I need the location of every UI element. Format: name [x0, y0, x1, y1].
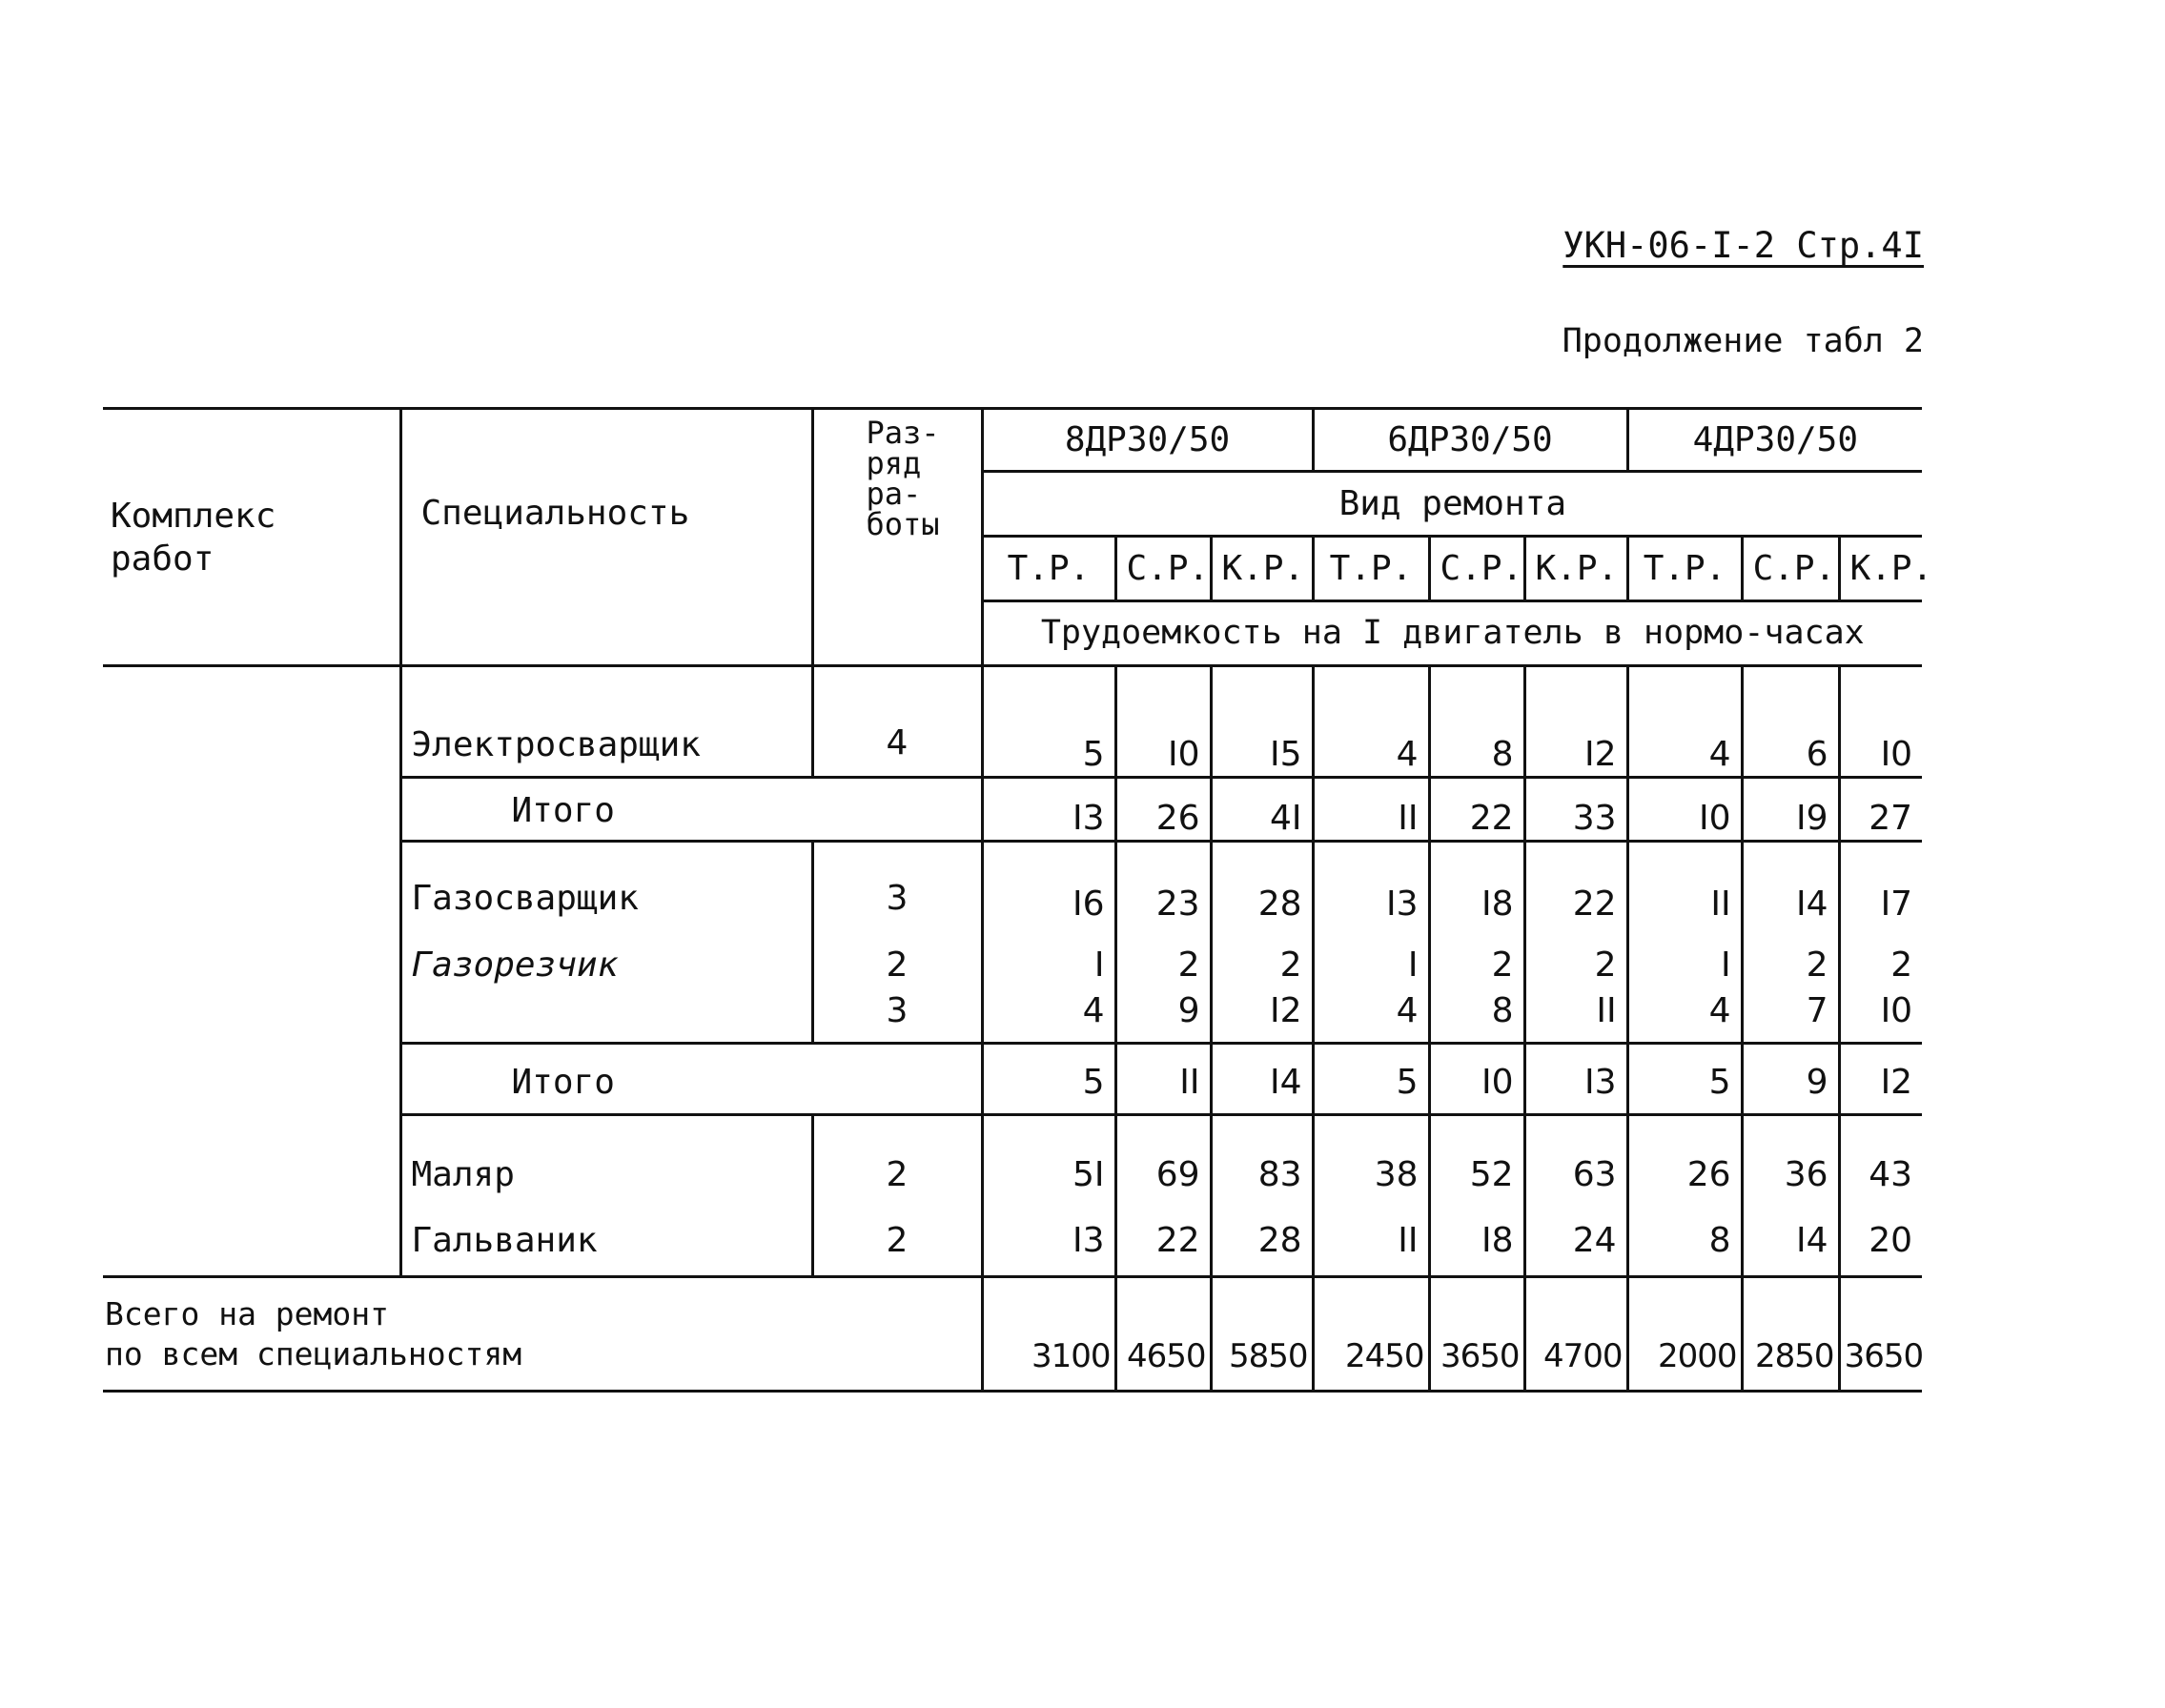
value-cell: 3100	[982, 1277, 1115, 1392]
value-cell: I0	[1627, 778, 1742, 842]
value-cell: 4	[1313, 986, 1429, 1044]
value-cell: 2000	[1627, 1277, 1742, 1392]
value-cell: I0	[1839, 666, 1922, 778]
specialty-cell: Газорезчик	[400, 925, 812, 986]
value-cell: I4	[1211, 1044, 1313, 1115]
value-cell: I4	[1742, 1208, 1839, 1277]
value-cell: 22	[1524, 842, 1627, 925]
value-cell: I3	[982, 1208, 1115, 1277]
specialty-header: Специальность	[400, 409, 812, 666]
engine-header-6dr: 6ДР30/50	[1313, 409, 1627, 472]
specialty-cell: Электросварщик	[400, 666, 812, 778]
specialty-cell: Газосварщик	[400, 842, 812, 925]
value-cell: 4	[1313, 666, 1429, 778]
value-cell: II	[1115, 1044, 1211, 1115]
complex-header: Комплекс работ	[103, 409, 400, 666]
grand-total-label: Всего на ремонт по всем специальностям	[103, 1277, 982, 1392]
value-cell: 23	[1115, 842, 1211, 925]
value-cell: I8	[1429, 1208, 1524, 1277]
repair-kind-header: С.Р.	[1115, 537, 1211, 601]
specialty-cell: Маляр	[400, 1115, 812, 1208]
value-cell: 5850	[1211, 1277, 1313, 1392]
value-cell: I2	[1839, 1044, 1922, 1115]
labor-table	[103, 407, 1933, 1393]
table-continuation-label: Продолжение табл 2	[1562, 322, 1924, 360]
complex-cell	[103, 666, 400, 1277]
value-cell: I7	[1839, 842, 1922, 925]
value-cell: 43	[1839, 1115, 1922, 1208]
value-cell: I0	[1429, 1044, 1524, 1115]
value-cell: I	[1313, 925, 1429, 986]
repair-kind-header: К.Р.	[1524, 537, 1627, 601]
value-cell: II	[1313, 1208, 1429, 1277]
rank-header: Раз- ряд ра- боты	[812, 409, 982, 666]
value-cell: 20	[1839, 1208, 1922, 1277]
repair-kind-header: Т.Р.	[1627, 537, 1742, 601]
specialty-cell: Гальваник	[400, 1208, 812, 1277]
repair-kind-header: Т.Р.	[982, 537, 1115, 601]
value-cell: 26	[1115, 778, 1211, 842]
value-cell: 69	[1115, 1115, 1211, 1208]
value-cell: I4	[1742, 842, 1839, 925]
value-cell: 4	[1627, 986, 1742, 1044]
rank-cell: 4	[812, 666, 982, 778]
value-cell: I0	[1115, 666, 1211, 778]
value-cell: 63	[1524, 1115, 1627, 1208]
value-cell: 9	[1742, 1044, 1839, 1115]
repair-type-header: Вид ремонта	[982, 472, 1922, 537]
rank-cell: 2	[812, 1208, 982, 1277]
subtotal-label: Итого	[400, 1044, 982, 1115]
value-cell: I	[1627, 925, 1742, 986]
value-cell: I8	[1429, 842, 1524, 925]
value-cell: 7	[1742, 986, 1839, 1044]
value-cell: 2	[1211, 925, 1313, 986]
value-cell: 2850	[1742, 1277, 1839, 1392]
value-cell: 3650	[1839, 1277, 1922, 1392]
value-cell: II	[1524, 986, 1627, 1044]
value-cell: 2	[1115, 925, 1211, 986]
repair-kind-header: С.Р.	[1429, 537, 1524, 601]
labor-unit-header: Трудоемкость на I двигатель в нормо-часах	[982, 601, 1922, 666]
value-cell: 4	[1627, 666, 1742, 778]
value-cell: I6	[982, 842, 1115, 925]
engine-header-4dr: 4ДР30/50	[1627, 409, 1922, 472]
rank-cell: 3	[812, 986, 982, 1044]
value-cell: 22	[1429, 778, 1524, 842]
table-row	[103, 666, 1922, 778]
value-cell: 9	[1115, 986, 1211, 1044]
value-cell: 8	[1627, 1208, 1742, 1277]
value-cell: 52	[1429, 1115, 1524, 1208]
value-cell: 5	[1627, 1044, 1742, 1115]
value-cell: 2	[1742, 925, 1839, 986]
value-cell: 2	[1524, 925, 1627, 986]
value-cell: I3	[1524, 1044, 1627, 1115]
rank-cell: 2	[812, 1115, 982, 1208]
value-cell: 27	[1839, 778, 1922, 842]
engine-header-8dr: 8ДР30/50	[982, 409, 1313, 472]
value-cell: 4700	[1524, 1277, 1627, 1392]
value-cell: 33	[1524, 778, 1627, 842]
value-cell: 3650	[1429, 1277, 1524, 1392]
value-cell: 2450	[1313, 1277, 1429, 1392]
repair-kind-header: К.Р.	[1839, 537, 1922, 601]
rank-cell: 2	[812, 925, 982, 986]
value-cell: 5	[1313, 1044, 1429, 1115]
grand-total-row	[103, 1277, 1922, 1392]
value-cell: I2	[1524, 666, 1627, 778]
value-cell: 6	[1742, 666, 1839, 778]
value-cell: 4	[982, 986, 1115, 1044]
value-cell: 5I	[982, 1115, 1115, 1208]
value-cell: 5	[982, 666, 1115, 778]
value-cell: 26	[1627, 1115, 1742, 1208]
value-cell: I9	[1742, 778, 1839, 842]
value-cell: I2	[1211, 986, 1313, 1044]
value-cell: I0	[1839, 986, 1922, 1044]
value-cell: I3	[982, 778, 1115, 842]
value-cell: I3	[1313, 842, 1429, 925]
repair-kind-header: Т.Р.	[1313, 537, 1429, 601]
value-cell: 5	[982, 1044, 1115, 1115]
value-cell: 8	[1429, 666, 1524, 778]
value-cell: 28	[1211, 1208, 1313, 1277]
value-cell: 83	[1211, 1115, 1313, 1208]
value-cell: I5	[1211, 666, 1313, 778]
specialty-cell	[400, 986, 812, 1044]
value-cell: 2	[1429, 925, 1524, 986]
value-cell: 4650	[1115, 1277, 1211, 1392]
value-cell: 2	[1839, 925, 1922, 986]
value-cell: 4I	[1211, 778, 1313, 842]
value-cell: 24	[1524, 1208, 1627, 1277]
value-cell: 38	[1313, 1115, 1429, 1208]
value-cell: I	[982, 925, 1115, 986]
value-cell: II	[1313, 778, 1429, 842]
document-code: УКН-06-I-2 Стр.4I	[1562, 225, 1924, 266]
value-cell: 8	[1429, 986, 1524, 1044]
rank-cell: 3	[812, 842, 982, 925]
value-cell: 22	[1115, 1208, 1211, 1277]
subtotal-label: Итого	[400, 778, 982, 842]
repair-kind-header: С.Р.	[1742, 537, 1839, 601]
value-cell: 28	[1211, 842, 1313, 925]
value-cell: II	[1627, 842, 1742, 925]
value-cell: 36	[1742, 1115, 1839, 1208]
repair-kind-header: К.Р.	[1211, 537, 1313, 601]
